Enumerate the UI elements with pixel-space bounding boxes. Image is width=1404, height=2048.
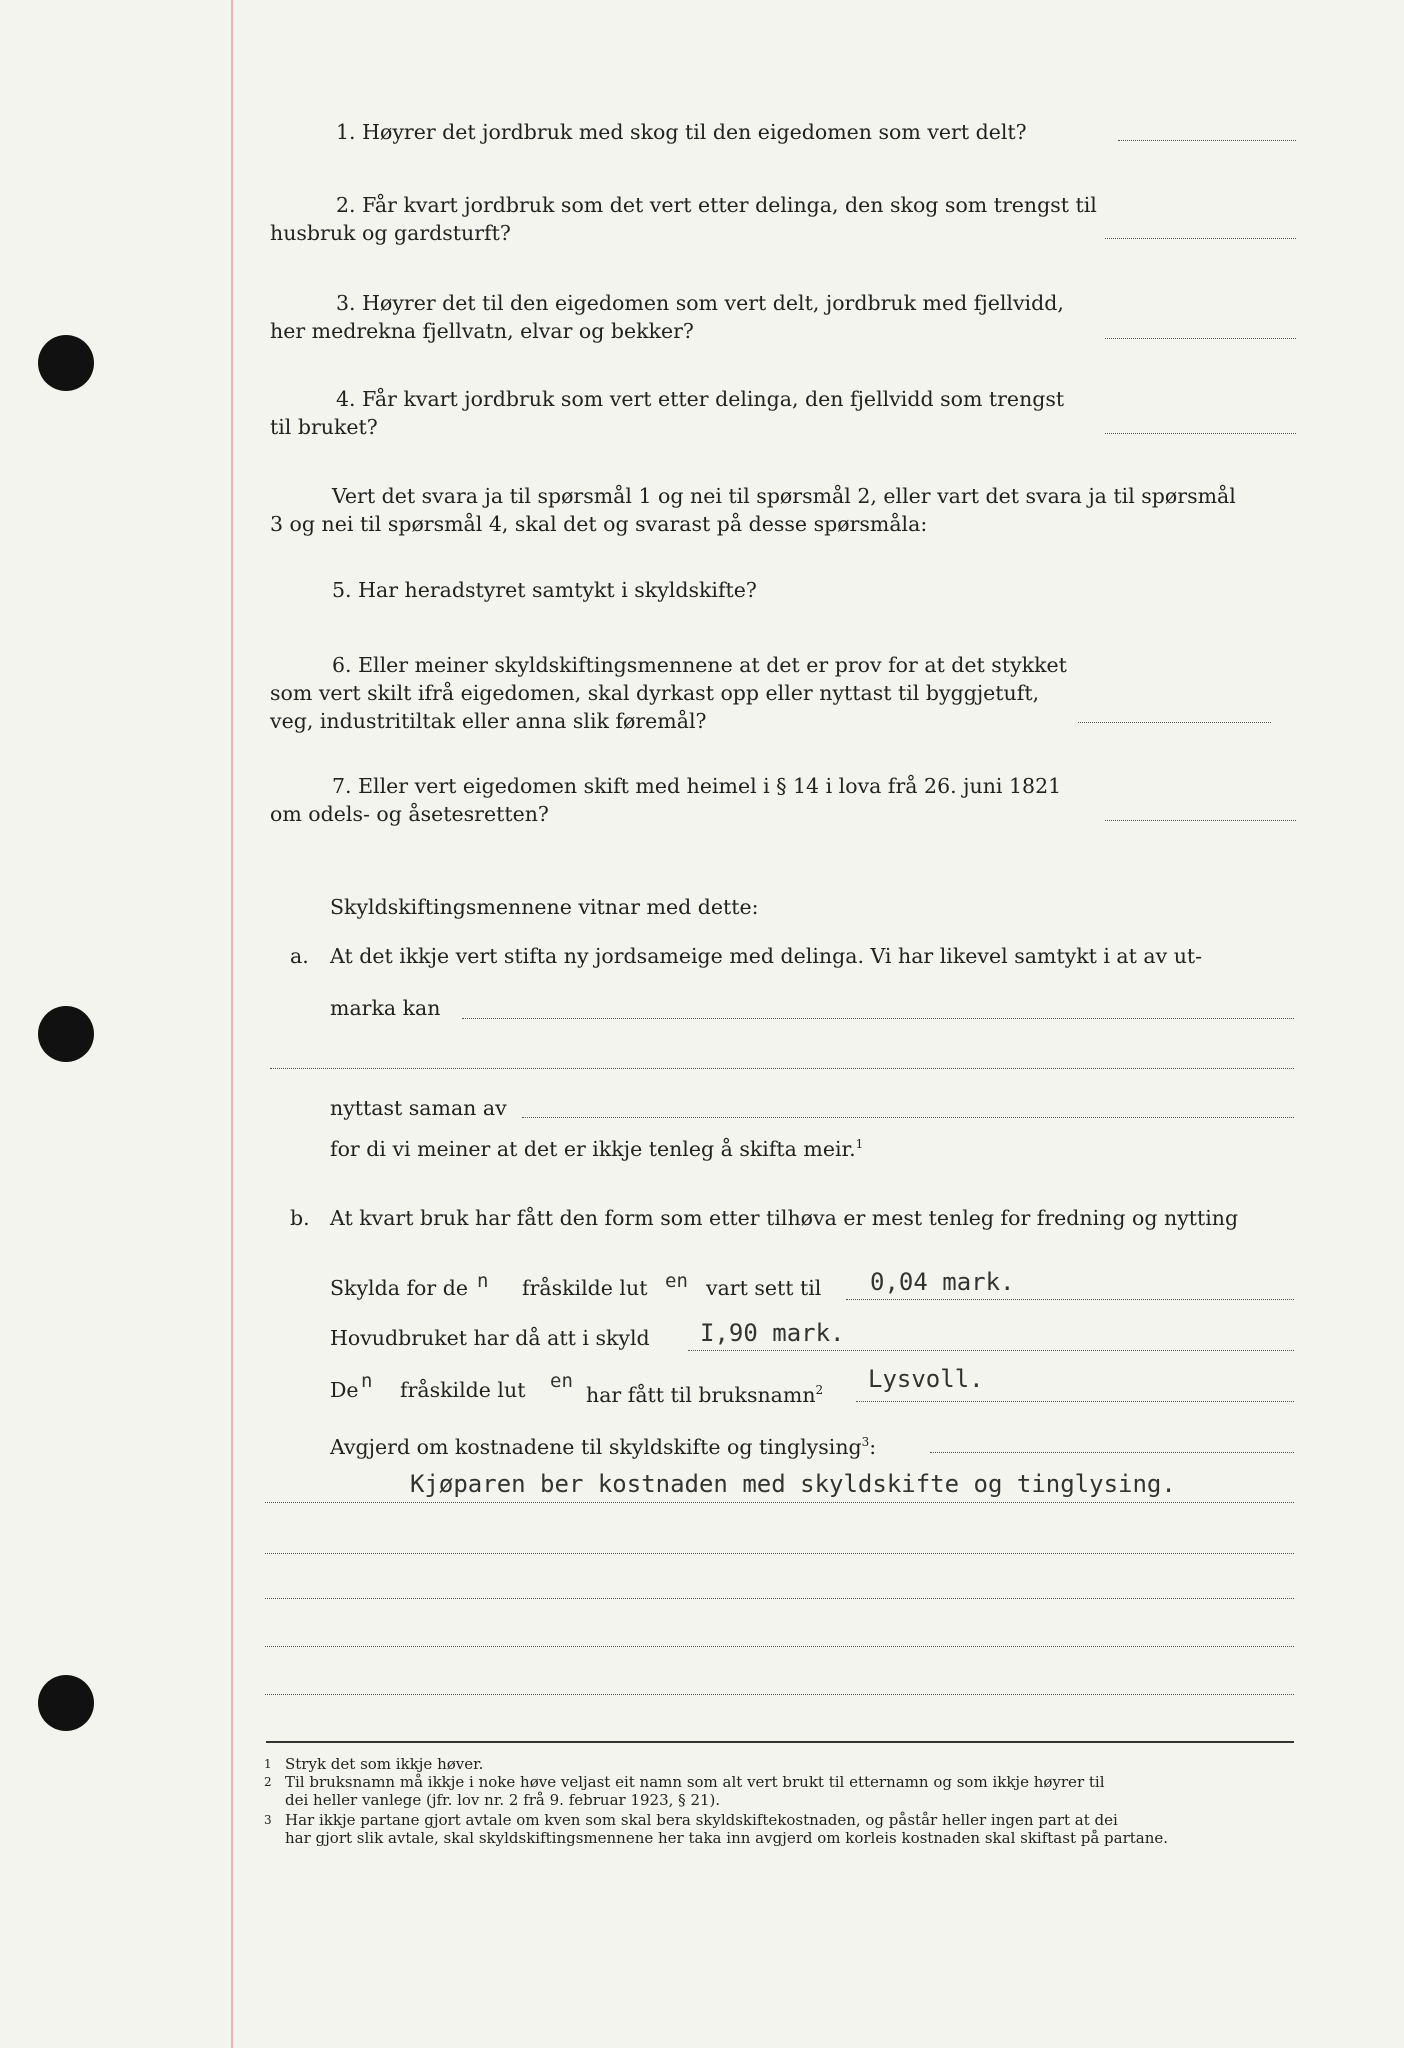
- skylda-value: 0,04 mark.: [870, 1268, 1015, 1296]
- item-a-marker: a.: [290, 944, 309, 968]
- margin-line: [231, 0, 233, 2048]
- skylda-label-mid: fråskilde lut: [522, 1276, 648, 1300]
- answer-line-3[interactable]: [1105, 338, 1296, 339]
- skylda-field[interactable]: [846, 1299, 1294, 1300]
- question-7: 7. Eller vert eigedomen skift med heimel i § 14 i lova frå 26. juni 1821 om odels- og åsetesretten?: [270, 774, 1062, 826]
- question-6: 6. Eller meiner skyldskiftingsmennene at det er prov for at det stykket som vert skilt ifrå eigedomen, skal dyrkast opp eller nyttast til byggjetuft, veg, industritiltak eller anna slik føremål?: [270, 653, 1067, 733]
- skylda-label-post: vart sett til: [706, 1276, 822, 1300]
- punch-hole: [38, 335, 94, 391]
- answer-line-4[interactable]: [1105, 433, 1296, 434]
- answer-line-2[interactable]: [1105, 238, 1296, 239]
- skylda-ending-en: en: [665, 1270, 688, 1292]
- question-2: 2. Får kvart jordbruk som det vert etter delinga, den skog som trengst til husbruk og gardsturft?: [270, 193, 1097, 245]
- footnote-2: 2 Til bruksnamn må ikkje i noke høve veljast eit namn som alt vert brukt til etternamn og som ikkje høyrer til dei heller vanlege (jfr. lov nr. 2 frå 9. februar 1923, § 21).: [264, 1773, 1105, 1809]
- avgjerd-line-3[interactable]: [265, 1598, 1294, 1599]
- item-a-closing: for di vi meiner at det er ikkje tenleg å skifta meir.$^1$: [330, 1136, 864, 1161]
- item-a-utmarka: marka kan: [330, 996, 441, 1020]
- bruksnamn-label: De: [330, 1378, 359, 1402]
- avgjerd-line-1[interactable]: [265, 1502, 1294, 1503]
- item-b-text: At kvart bruk har fått den form som etter tilhøva er mest tenleg for fredning og nytting: [330, 1206, 1239, 1230]
- nyttast-field[interactable]: [522, 1117, 1294, 1118]
- punch-hole: [38, 1675, 94, 1731]
- question-3: 3. Høyrer det til den eigedomen som vert delt, jordbruk med fjellvidd, her medrekna fjellvatn, elvar og bekker?: [270, 291, 1064, 343]
- avgjerd-line-2[interactable]: [265, 1553, 1294, 1554]
- avgjerd-value: Kjøparen ber kostnaden med skyldskifte og tinglysing.: [410, 1470, 1176, 1498]
- witness-intro: Skyldskiftingsmennene vitnar med dette:: [330, 895, 759, 919]
- footnote-1: 1 Stryk det som ikkje høver.: [264, 1755, 484, 1773]
- bruksnamn-label-post: har fått til bruksnamn$^2$: [586, 1382, 824, 1407]
- utmarka-field[interactable]: [462, 1018, 1294, 1019]
- answer-line-7[interactable]: [1105, 820, 1296, 821]
- hovudbruket-field[interactable]: [688, 1350, 1294, 1351]
- bruksnamn-label-mid: fråskilde lut: [400, 1378, 526, 1402]
- question-5: 5. Har heradstyret samtykt i skyldskifte?: [332, 578, 757, 602]
- utmarka-field-continued[interactable]: [270, 1068, 1294, 1069]
- avgjerd-label: Avgjerd om kostnadene til skyldskifte og tinglysing$^3$:: [330, 1434, 877, 1459]
- conditional-note: Vert det svara ja til spørsmål 1 og nei til spørsmål 2, eller vart det svara ja til spørsmål 3 og nei til spørsmål 4, skal det og svarast på desse spørsmåla:: [270, 484, 1236, 536]
- hovudbruket-value: I,90 mark.: [700, 1319, 845, 1347]
- hovudbruket-label: Hovudbruket har då att i skyld: [330, 1326, 650, 1350]
- item-b-marker: b.: [290, 1206, 310, 1230]
- avgjerd-line-5[interactable]: [265, 1694, 1294, 1695]
- footnote-3: 3 Har ikkje partane gjort avtale om kven som skal bera skyldskiftekostnaden, og påstår heller ingen part at dei har gjort slik avtale, skal skyldskiftingsmennene her taka inn avgjerd om korleis kostnaden skal skiftast på partane.: [264, 1811, 1169, 1847]
- punch-hole: [38, 1006, 94, 1062]
- bruksnamn-ending-n: n: [361, 1370, 373, 1392]
- bruksnamn-field[interactable]: [856, 1401, 1294, 1402]
- skylda-label: Skylda for de: [330, 1276, 468, 1300]
- footnote-rule: [266, 1741, 1294, 1743]
- skylda-ending-n: n: [477, 1270, 489, 1292]
- question-4: 4. Får kvart jordbruk som vert etter delinga, den fjellvidd som trengst til bruket?: [270, 387, 1065, 439]
- answer-line-1[interactable]: [1118, 140, 1296, 141]
- item-a-text: At det ikkje vert stifta ny jordsameige med delinga. Vi har likevel samtykt i at av ut-: [330, 944, 1203, 968]
- avgjerd-line-4[interactable]: [265, 1646, 1294, 1647]
- question-1: 1. Høyrer det jordbruk med skog til den eigedomen som vert delt?: [336, 120, 1027, 144]
- answer-line-6[interactable]: [1078, 722, 1271, 723]
- bruksnamn-ending-en: en: [550, 1370, 573, 1392]
- bruksnamn-value: Lysvoll.: [868, 1365, 984, 1393]
- avgjerd-field[interactable]: [930, 1452, 1294, 1453]
- item-a-nyttast: nyttast saman av: [330, 1096, 507, 1120]
